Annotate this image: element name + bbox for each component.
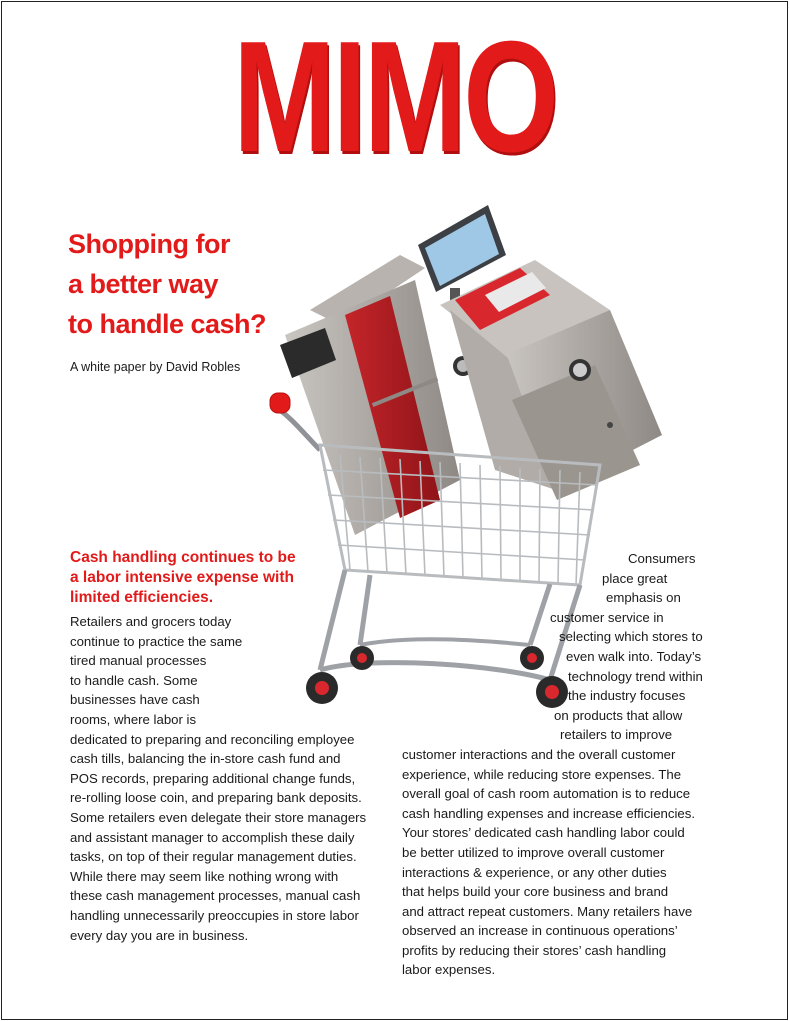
headline-line: a better way bbox=[68, 269, 219, 299]
body-line: technology trend within bbox=[568, 668, 703, 684]
body-line: to handle cash. Some bbox=[70, 672, 198, 688]
body-line: on products that allow bbox=[554, 707, 683, 723]
body-line: the industry focuses bbox=[568, 688, 686, 704]
body-line: dedicated to preparing and reconciling employee bbox=[70, 731, 355, 747]
body-line: these cash management processes, manual cash bbox=[70, 888, 361, 904]
body-line: experience, while reducing store expenses. The bbox=[402, 766, 682, 782]
byline: A white paper by David Robles bbox=[70, 360, 241, 374]
left-body-column bbox=[70, 612, 400, 945]
body-line: and assistant manager to accomplish these daily bbox=[70, 829, 355, 845]
body-line: tasks, on top of their regular management duties. bbox=[70, 849, 357, 865]
body-line: cash tills, balancing the in-store cash fund and bbox=[70, 751, 341, 767]
body-line: be better utilized to improve overall customer bbox=[402, 844, 665, 860]
smart-safe-machine bbox=[440, 260, 662, 500]
body-line: handling unnecessarily preoccupies in store labor bbox=[70, 907, 359, 923]
body-line: and attract repeat customers. Many retailers have bbox=[402, 903, 693, 919]
body-line: retailers to improve bbox=[560, 727, 673, 743]
right-body-column bbox=[402, 549, 732, 980]
body-line: tired manual processes bbox=[70, 653, 207, 669]
body-line: profits by reducing their stores’ cash handling bbox=[402, 942, 667, 958]
body-line: continue to practice the same bbox=[70, 633, 243, 649]
section-subheading bbox=[70, 548, 320, 608]
body-line: cash handling expenses and increase efficiencies. bbox=[402, 805, 696, 821]
cash-recycler-machine bbox=[280, 255, 473, 535]
body-line: overall goal of cash room automation is to reduce bbox=[402, 786, 691, 802]
headline-line: to handle cash? bbox=[68, 309, 267, 339]
body-line: rooms, where labor is bbox=[70, 711, 197, 727]
body-line: that helps build your core business and brand bbox=[402, 884, 669, 900]
body-line: labor expenses. bbox=[402, 962, 496, 978]
body-line: Your stores’ dedicated cash handling labor could bbox=[402, 825, 685, 841]
body-line: place great bbox=[602, 570, 668, 586]
body-line: interactions & experience, or any other duties bbox=[402, 864, 667, 880]
body-line: customer service in bbox=[550, 609, 664, 625]
body-line: Retailers and grocers today bbox=[70, 614, 232, 629]
headline-line: Shopping for bbox=[68, 229, 230, 259]
subheading-line: Cash handling continues to be bbox=[70, 549, 296, 566]
body-line: POS records, preparing additional change funds, bbox=[70, 770, 356, 786]
body-line: While there may seem like nothing wrong with bbox=[70, 868, 339, 884]
body-line: re-rolling loose coin, and preparing bank deposits. bbox=[70, 790, 362, 806]
subheading-line: limited efficiencies. bbox=[70, 589, 213, 606]
body-line: even walk into. Today’s bbox=[566, 648, 702, 664]
body-line: emphasis on bbox=[606, 590, 681, 606]
body-line: customer interactions and the overall customer bbox=[402, 746, 676, 762]
body-line: every day you are in business. bbox=[70, 927, 249, 943]
body-line: businesses have cash bbox=[70, 692, 200, 708]
body-line: Consumers bbox=[628, 551, 696, 566]
body-line: selecting which stores to bbox=[559, 629, 703, 645]
body-line: observed an increase in continuous operations’ bbox=[402, 923, 678, 939]
subheading-line: a labor intensive expense with bbox=[70, 569, 294, 586]
body-line: Some retailers even delegate their store managers bbox=[70, 809, 367, 825]
page-title: MIMO bbox=[233, 9, 556, 185]
